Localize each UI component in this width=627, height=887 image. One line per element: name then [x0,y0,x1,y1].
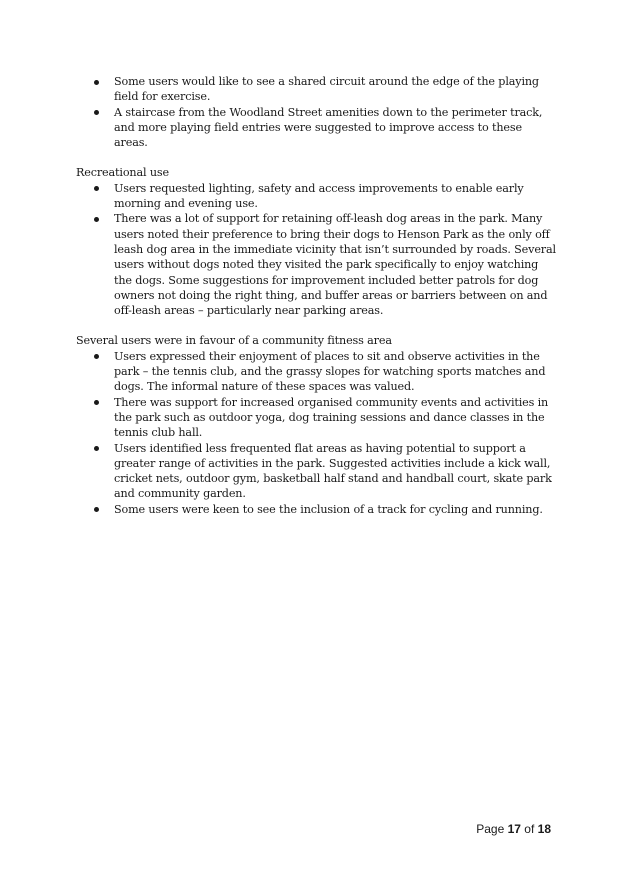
list-item [114,74,556,105]
bullet-text: Users identified less frequented flat areas as having potential to support a greater range of activities in the park. Suggested activities include a kick wall, cricket nets, outdoor gym, basketball half stand and handball court, skate park and community garden. [114,441,552,501]
bullet-text: A staircase from the Woodland Street amenities down to the perimeter track, and more playing field entries were suggested to improve access to these areas. [114,105,543,150]
page-number-footer [476,822,551,836]
page-prefix: Page [476,822,508,836]
bullet-icon [94,186,99,191]
bullet-icon [94,446,99,451]
bullet-text: There was a lot of support for retaining off-leash dog areas in the park. Many users noted their preference to bring their dogs to Henson Park as the only off leash dog area in the immediate vicinity that isn’t surrounded by roads. Several users without dogs noted they visited the park specifically to enjoy watching the dogs. Some suggestions for improvement included better patrols for dog owners not doing the right thing, and buffer areas or barriers between on and off-leash areas – particularly near parking areas. [114,212,556,318]
section-heading-community-fitness: Several users were in favour of a community fitness area [76,334,392,348]
page-of: of [520,822,538,836]
bullet-text: Some users were keen to see the inclusion of a track for cycling and running. [114,502,543,516]
list-item [114,395,556,441]
bullet-list-community-fitness [76,349,556,517]
bullet-list-access [76,74,556,150]
section-heading-recreational-use: Recreational use [76,166,169,180]
bullet-text: Some users would like to see a shared circuit around the edge of the playing field for exercise. [114,75,539,104]
bullet-text: Users expressed their enjoyment of places to sit and observe activities in the park – the tennis club, and the grassy slopes for watching sports matches and dogs. The informal nature of these spaces was valued. [114,349,546,394]
bullet-icon [94,400,99,405]
document-body [76,74,556,517]
list-item [114,441,556,502]
list-item [114,105,556,151]
page-current: 17 [507,822,521,836]
bullet-text: Users requested lighting, safety and access improvements to enable early morning and evening use. [114,181,524,211]
bullet-icon [94,507,99,512]
list-item [114,349,556,395]
bullet-icon [94,80,99,85]
page-total: 18 [537,822,551,836]
bullet-list-recreational-use [76,181,556,319]
list-item [114,502,556,517]
list-item [114,211,556,318]
bullet-icon [94,110,99,115]
bullet-icon [94,354,99,359]
list-item [114,181,556,212]
bullet-text: There was support for increased organised community events and activities in the park such as outdoor yoga, dog training sessions and dance classes in the tennis club hall. [114,395,549,440]
bullet-icon [94,217,99,222]
